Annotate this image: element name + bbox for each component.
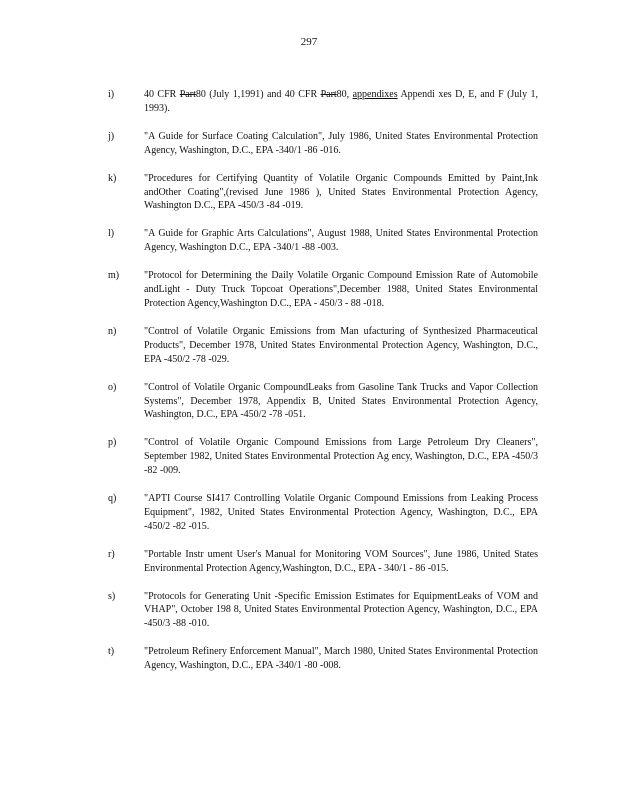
reference-text: "Procedures for Certifying Quantity of Volatile Organic Compounds Emitted by Paint,Ink andOther Coating",(revised June 1986 ), United States Environmental Protection Agency, Washington D.C., EPA -450/3 -84 -019. (144, 172, 538, 212)
reference-label: r) (108, 548, 115, 560)
reference-text-part: 80 (July 1,1991) and 40 CFR (195, 89, 321, 100)
reference-item (108, 590, 538, 632)
reference-item (108, 381, 538, 423)
reference-text: "Portable Instr ument User's Manual for Monitoring VOM Sources", June 1986, United States Environmental Protection Agency,Washington, D.C., EPA - 340/1 - 86 -015. (144, 548, 538, 574)
reference-label: n) (108, 325, 117, 337)
reference-label: k) (108, 172, 117, 184)
reference-label: t) (108, 646, 115, 658)
reference-item (108, 227, 538, 255)
reference-label: p) (108, 437, 117, 449)
reference-text: "Control of Volatile Organic Emissions from Man ufacturing of Synthesized Pharmaceutical Products", December 1978, United States Environmental Protection Agency, Washington, D.C., EPA -450/2 -78 -029. (144, 325, 538, 365)
reference-label: j) (108, 130, 115, 142)
reference-item (108, 645, 538, 673)
reference-text: "A Guide for Surface Coating Calculation", July 1986, United States Environmental Protection Agency, Washington, D.C., EPA -340/1 -86 -016. (144, 130, 538, 156)
reference-item (108, 172, 538, 214)
reference-label: i) (108, 89, 115, 100)
reference-item (108, 88, 538, 116)
reference-text: "APTI Course SI417 Controlling Volatile Organic Compound Emissions from Leaking Process Equipment", 1982, United States Environmental Protection Agency, Washington, D.C., EPA -450/2 -82 -015. (144, 493, 538, 532)
reference-item (108, 436, 538, 478)
struck-text: Part (320, 89, 337, 100)
page-number: 297 (300, 36, 318, 48)
reference-label: q) (108, 493, 117, 505)
reference-text: "Control of Volatile Organic CompoundLeaks from Gasoline Tank Trucks and Vapor Collection Systems", December 1978, Appendix B, United States Environmental Protection Agency, Washington, D.C., EPA -450/2 -78 -051. (144, 381, 538, 421)
reference-text-part: 40 CFR (144, 89, 180, 100)
reference-label: m) (108, 270, 120, 282)
struck-text: Part (179, 89, 196, 100)
reference-text (144, 89, 538, 114)
reference-text: "Petroleum Refinery Enforcement Manual", March 1980, United States Environmental Protection Agency, Washington, D.C., EPA -340/1 -80 -008. (144, 646, 538, 672)
reference-text-part: Appendi xes D, E, and F (July 1, 1993). (144, 89, 539, 114)
reference-text-part: 80, (336, 89, 353, 100)
reference-label: l) (108, 228, 115, 240)
reference-text: "Control of Volatile Organic Compound Emissions from Large Petroleum Dry Cleaners", September 1982, United States Environmental Protection Ag ency, Washington, D.C., EPA -450/3 -82 -009. (144, 437, 538, 477)
reference-label: s) (108, 590, 116, 602)
reference-list (108, 88, 538, 673)
reference-item (108, 130, 538, 158)
reference-label: o) (108, 381, 117, 393)
reference-text: "Protocols for Generating Unit -Specific Emission Estimates for EquipmentLeaks of VOM and VHAP", October 198 8, United States Environmental Protection Agency, Washington, D.C., EPA -450/3 -88 -010. (144, 590, 538, 630)
reference-text: "A Guide for Graphic Arts Calculations", August 1988, United States Environmental Protection Agency, Washington D.C., EPA -340/1 -88 -003. (144, 228, 538, 254)
underlined-text: appendixes (352, 89, 398, 100)
reference-item (108, 492, 538, 534)
reference-item (108, 325, 538, 367)
reference-text: "Protocol for Determining the Daily Volatile Organic Compound Emission Rate of Automobile andLight - Duty Truck Topcoat Operations",December 1988, United States Environmental Protection Agency,Washington D.C., EPA - 450/3 - 88 -018. (144, 270, 538, 309)
reference-item (108, 269, 538, 311)
reference-item (108, 548, 538, 576)
